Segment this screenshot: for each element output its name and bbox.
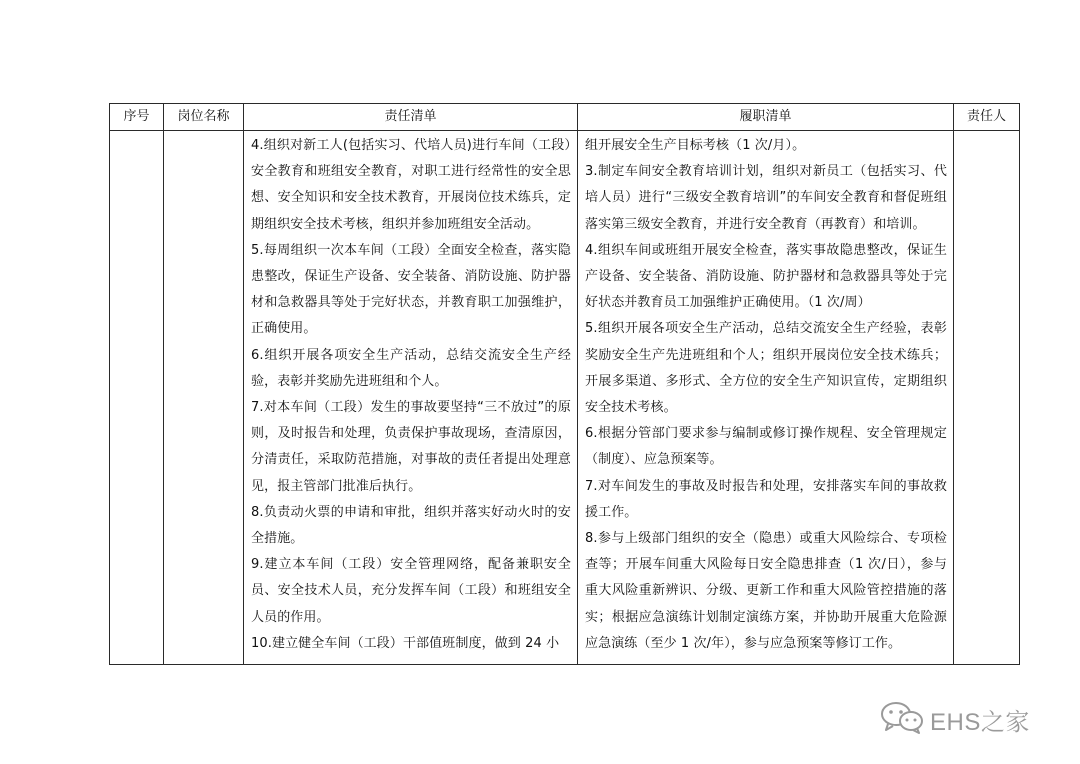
cell-person <box>954 131 1020 665</box>
performance-item: 3.制定车间安全教育培训计划，组织对新员工（包括实习、代培人员）进行“三级安全教育培训”的车间安全教育和督促班组落实第三级安全教育，并进行安全教育（再教育）和培训。 <box>585 164 947 232</box>
header-person: 责任人 <box>954 104 1020 131</box>
header-seq: 序号 <box>110 104 164 131</box>
table-header-row <box>110 104 1020 131</box>
performance-item: 6.根据分管部门要求参与编制或修订操作规程、安全管理规定（制度）、应急预案等。 <box>585 426 947 468</box>
responsibility-item: 7.对本车间（工段）发生的事故要坚持“三不放过”的原则，及时报告和处理，负责保护事故现场，查清原因，分清责任，采取防范措施，对事故的责任者提出处理意见，报主管部门批准后执行。 <box>251 400 571 494</box>
watermark-text: EHS之家 <box>930 709 1030 736</box>
cell-performance <box>578 131 954 665</box>
responsibility-item: 6.组织开展各项安全生产活动，总结交流安全生产经验，表彰并奖励先进班组和个人。 <box>251 347 571 389</box>
cell-seq <box>110 131 164 665</box>
watermark <box>880 700 1030 739</box>
header-position: 岗位名称 <box>164 104 244 131</box>
cell-position <box>164 131 244 665</box>
performance-item: 8.参与上级部门组织的安全（隐患）或重大风险综合、专项检查等；开展车间重大风险每日安全隐患排查（1 次/日），参与重大风险重新辨识、分级、更新工作和重大风险管控措施的落实；根据应急演练计划制定演练方案，并协助开展重大危险源应急演练（至少 1 次/年），参与应急预案等修订工作。 <box>585 531 947 651</box>
responsibility-item: 9.建立本车间（工段）安全管理网络，配备兼职安全员、安全技术人员，充分发挥车间（工段）和班组安全人员的作用。 <box>251 557 571 625</box>
wechat-icon <box>880 700 924 739</box>
performance-item: 7.对车间发生的事故及时报告和处理，安排落实车间的事故救援工作。 <box>585 478 947 520</box>
header-responsibilities: 责任清单 <box>244 104 578 131</box>
responsibility-item: 4.组织对新工人(包括实习、代培人员)进行车间（工段）安全教育和班组安全教育，对职工进行经常性的安全思想、安全知识和安全技术教育，开展岗位技术练兵，定期组织安全技术考核，组织并参加班组安全活动。 <box>251 138 571 232</box>
responsibility-item: 8.负责动火票的申请和审批，组织并落实好动火时的安全措施。 <box>251 504 571 547</box>
performance-item: 4.组织车间或班组开展安全检查，落实事故隐患整改，保证生产设备、安全装备、消防设施、防护器材和急救器具等处于完好状态并教育员工加强维护正确使用。（1 次/周） <box>585 242 947 311</box>
responsibility-item: 10.建立健全车间（工段）干部值班制度，做到 24 小 <box>251 635 560 651</box>
table-row <box>110 131 1020 665</box>
responsibility-item: 5.每周组织一次本车间（工段）全面安全检查，落实隐患整改，保证生产设备、安全装备、消防设施、防护器材和急救器具等处于完好状态，并教育职工加强维护，正确使用。 <box>251 242 571 337</box>
header-performance: 履职清单 <box>578 104 954 131</box>
cell-responsibilities <box>244 131 578 665</box>
performance-item: 5.组织开展各项安全生产活动，总结交流安全生产经验，表彰奖励安全生产先进班组和个人；组织开展岗位安全技术练兵；开展多渠道、多形式、全方位的安全生产知识宣传，定期组织安全技术考核。 <box>585 321 947 416</box>
responsibility-table <box>109 103 1020 665</box>
performance-item: 组开展安全生产目标考核（1 次/月）。 <box>585 138 806 153</box>
